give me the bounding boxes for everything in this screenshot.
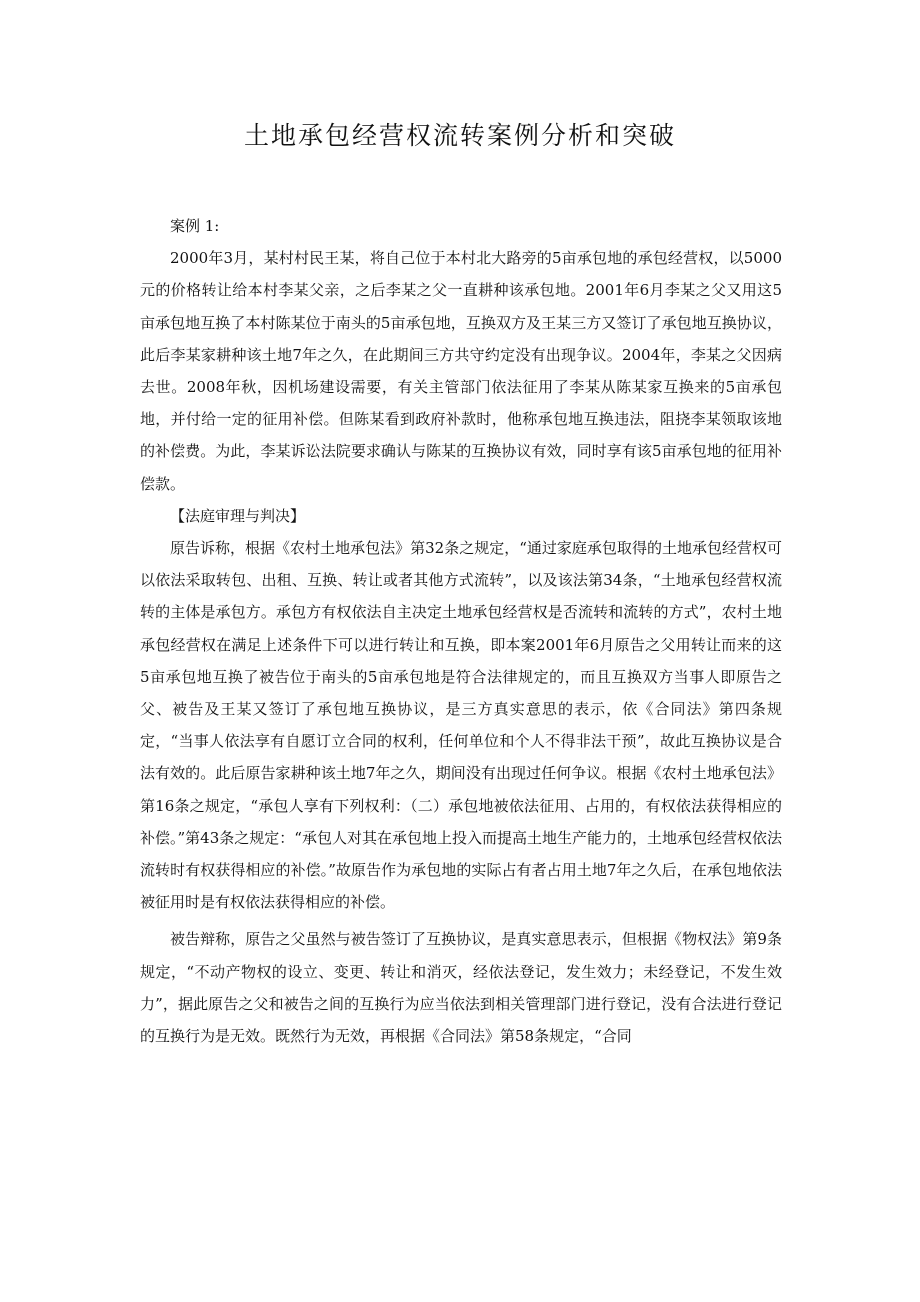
document-body bbox=[140, 210, 782, 1052]
document-title: 土地承包经营权流转案例分析和突破 bbox=[243, 121, 676, 150]
paragraph-plaintiff-claim: 原告诉称，根据《农村土地承包法》第32条之规定，“通过家庭承包取得的土地承包经营权可以依法采取转包、出租、互换、转让或者其他方式流转”，以及该法第34条，“土地承包经营权流转的主体是承包方。承包方有权依法自主决定土地承包经营权是否流转和流转的方式”，农村土地承包经营权在满足上述条件下可以进行转让和互换，即本案2001年6月原告之父用转让而来的这5亩承包地互换了被告位于南头的5亩承包地是符合法律规定的，而且互换双方当事人即原告之父、被告及王某又签订了承包地互换协议，是三方真实意思的表示，依《合同法》第四条规定，“当事人依法享有自愿订立合同的权利，任何单位和个人不得非法干预”，故此互换协议是合法有效的。此后原告家耕种该土地7年之久，期间没有出现过任何争议。根据《农村土地承包法》第16条之规定，“承包人享有下列权利：（二）承包地被依法征用、占用的，有权依法获得相应的补偿。”第43条之规定：“承包人对其在承包地上投入而提高土地生产能力的，土地承包经营权依法流转时有权获得相应的补偿。”故原告作为承包地的实际占有者占用土地7年之久后，在承包地依法被征用时是有权依法获得相应的补偿。 bbox=[140, 539, 782, 912]
section-heading: 【法庭审理与判决】 bbox=[170, 506, 306, 525]
case-label: 案例 1: bbox=[170, 217, 220, 235]
paragraph-case-facts: 2000年3月，某村村民王某，将自己位于本村北大路旁的5亩承包地的承包经营权，以5000元的价格转让给本村李某父亲，之后李某之父一直耕种该承包地。2001年6月李某之父又用这5亩承包地互换了本村陈某位于南头的5亩承包地，互换双方及王某三方又签订了承包地互换协议，此后李某家耕种该土地7年之久，在此期间三方共守约定没有出现争议。2004年，李某之父因病去世。2008年秋，因机场建设需要，有关主管部门依法征用了李某从陈某家互换来的5亩承包地，并付给一定的征用补偿。但陈某看到政府补款时，他称承包地互换违法，阻挠李某领取该地的补偿费。为此，李某诉讼法院要求确认与陈某的互换协议有效，同时享有该5亩承包地的征用补偿款。 bbox=[140, 249, 782, 493]
paragraph-defendant-argument: 被告辩称，原告之父虽然与被告签订了互换协议，是真实意思表示，但根据《物权法》第9条规定，“不动产物权的设立、变更、转让和消灭，经依法登记，发生效力；未经登记，不发生效力”，据此原告之父和被告之间的互换行为应当依法到相关管理部门进行登记，没有合法进行登记的互换行为是无效。既然行为无效，再根据《合同法》第58条规定，“合同 bbox=[140, 930, 782, 1046]
